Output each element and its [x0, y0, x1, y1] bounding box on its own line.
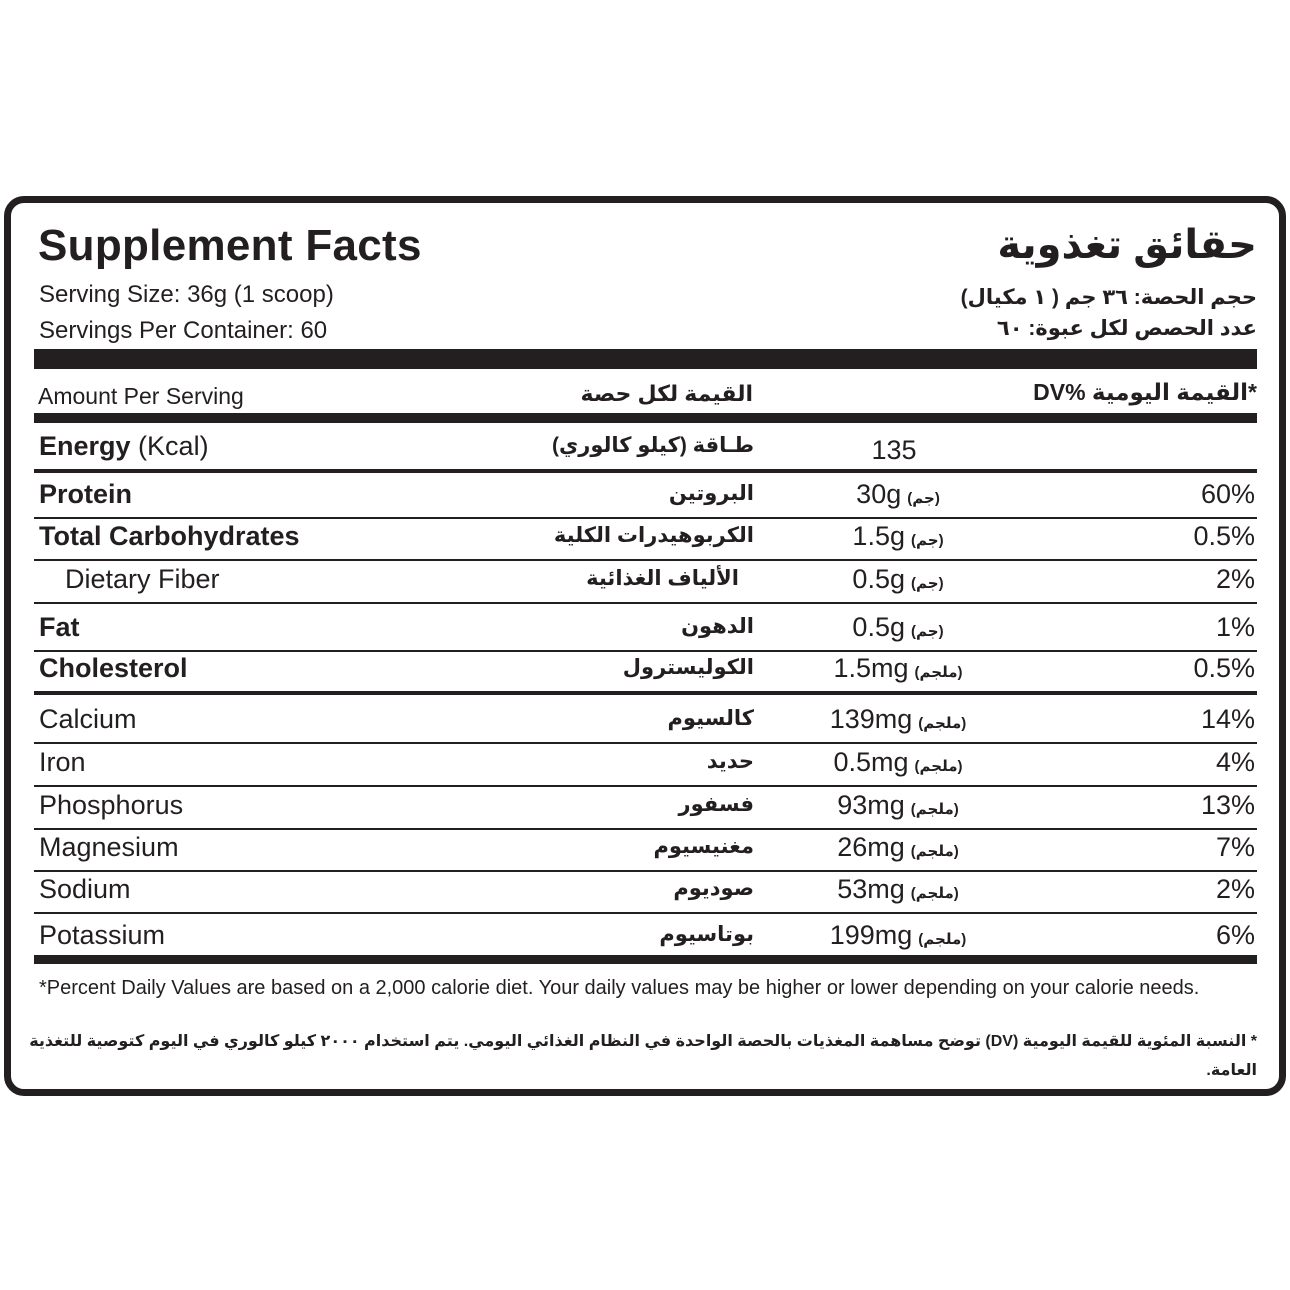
top-divider-bar: [34, 349, 1257, 369]
nutrient-row-cholesterol: [34, 652, 1257, 695]
nutrient-row-potassium: [34, 914, 1257, 964]
nutrient-amount: 1.5g (جم): [852, 521, 944, 551]
nutrient-label-arabic: مغنيسيوم: [653, 835, 754, 858]
nutrient-label: Energy (Kcal): [39, 431, 209, 461]
nutrient-label-arabic: الدهون: [681, 615, 754, 638]
header-divider-bar: [34, 413, 1257, 423]
nutrient-row-total-carbohydrates: [34, 519, 1257, 561]
nutrient-label: Dietary Fiber: [65, 564, 220, 594]
nutrient-label: Protein: [39, 479, 133, 509]
nutrient-amount: 139mg (ملجم): [829, 704, 967, 734]
nutrient-amount: 0.5g (جم): [852, 564, 944, 594]
nutrient-amount: 0.5mg (ملجم): [833, 747, 963, 777]
nutrient-amount: 1.5mg (ملجم): [833, 653, 963, 683]
nutrient-label-arabic: كالسيوم: [667, 707, 754, 730]
nutrient-row-iron: [34, 744, 1257, 787]
nutrient-label-arabic: حديد: [706, 750, 754, 773]
unit-label: (ملجم): [910, 801, 959, 818]
nutrient-label-arabic: الألياف الغذائية: [586, 567, 739, 590]
daily-value-header: *القيمة اليومية %DV: [1033, 379, 1257, 405]
nutrient-amount: 26mg (ملجم): [837, 832, 959, 862]
amount-per-serving-header: Amount Per Serving: [38, 383, 244, 409]
unit-label: (ملجم): [918, 931, 967, 948]
nutrient-daily-value: 13%: [1200, 790, 1255, 820]
nutrient-label-arabic: الكربوهيدرات الكلية: [553, 524, 754, 547]
nutrient-label-arabic: طـاقة (كيلو كالوري): [552, 434, 754, 457]
nutrient-label-arabic: الكوليسترول: [622, 656, 754, 679]
unit-label: (ملجم): [910, 885, 959, 902]
footnote-arabic: * النسبة المئوية للقيمة اليومية (DV) توضح مساهمة المغذيات بالحصة الواحدة في النظام الغذائي اليومي. يتم استخدام ٢٠٠٠ كيلو كالوري في اليوم كتوصية للتغذية العامة.: [29, 1033, 1257, 1079]
nutrient-label: Fat: [39, 612, 80, 642]
nutrient-amount: 135: [871, 435, 917, 465]
nutrient-amount: 199mg (ملجم): [829, 920, 967, 950]
unit-label: (ملجم): [910, 843, 959, 860]
nutrient-label-arabic: فسفور: [678, 793, 754, 816]
nutrient-table: [34, 423, 1257, 964]
nutrient-daily-value: 0.5%: [1193, 653, 1255, 683]
nutrient-daily-value: 7%: [1215, 832, 1255, 862]
unit-label: (جم): [910, 575, 944, 592]
unit-label: (ملجم): [914, 664, 963, 681]
nutrient-label: Calcium: [39, 704, 137, 734]
nutrient-label: Phosphorus: [39, 790, 184, 820]
serving-size-english: Serving Size: 36g (1 scoop): [39, 281, 334, 308]
servings-per-container-arabic: عدد الحصص لكل عبوة: ٦٠: [996, 317, 1257, 340]
nutrient-label: Cholesterol: [39, 653, 188, 683]
nutrient-row-sodium: [34, 872, 1257, 914]
nutrient-label: Potassium: [39, 920, 166, 950]
nutrient-label: Total Carbohydrates: [39, 521, 300, 551]
nutrient-daily-value: 60%: [1200, 479, 1255, 509]
nutrient-amount: 0.5g (جم): [852, 612, 944, 642]
unit-label: (ملجم): [918, 715, 967, 732]
nutrient-label-arabic: البروتين: [668, 482, 754, 505]
nutrient-amount: 53mg (ملجم): [837, 874, 959, 904]
nutrient-label-arabic: صوديوم: [673, 877, 754, 900]
nutrient-row-protein: [34, 473, 1257, 519]
unit-label: (جم): [910, 623, 944, 640]
nutrient-daily-value: 14%: [1200, 704, 1255, 734]
nutrient-label-arabic: بوتاسيوم: [659, 923, 754, 946]
nutrient-amount: 93mg (ملجم): [837, 790, 959, 820]
nutrient-row-magnesium: [34, 830, 1257, 872]
nutrient-daily-value: 2%: [1215, 564, 1255, 594]
footnote-english: *Percent Daily Values are based on a 2,000 calorie diet. Your daily values may be higher or lower depending on your calorie needs.: [39, 977, 1200, 999]
nutrient-row-energy: [34, 423, 1257, 473]
nutrient-label: Magnesium: [39, 832, 179, 862]
supplement-facts-panel: [4, 196, 1286, 1096]
nutrient-daily-value: 4%: [1215, 747, 1255, 777]
nutrient-daily-value: 2%: [1215, 874, 1255, 904]
servings-per-container-english: Servings Per Container: 60: [39, 317, 328, 344]
nutrient-label: Sodium: [39, 874, 131, 904]
nutrient-label: Iron: [39, 747, 86, 777]
nutrient-amount: 30g (جم): [856, 479, 940, 509]
nutrient-daily-value: 1%: [1215, 612, 1255, 642]
unit-label: (جم): [910, 532, 944, 549]
value-per-serving-header-arabic: القيمة لكل حصة: [580, 381, 753, 406]
nutrient-row-dietary-fiber: [34, 561, 1257, 604]
unit-label: (جم): [907, 490, 940, 507]
unit-label: (ملجم): [914, 758, 963, 775]
title-arabic: حقائق تغذوية: [997, 223, 1257, 267]
nutrient-row-fat: [34, 604, 1257, 652]
title-english: Supplement Facts: [38, 221, 422, 270]
nutrient-daily-value: 6%: [1215, 920, 1255, 950]
nutrient-row-phosphorus: [34, 787, 1257, 830]
nutrient-daily-value: 0.5%: [1193, 521, 1255, 551]
serving-size-arabic: حجم الحصة: ٣٦ جم ( ١ مكيال): [960, 286, 1257, 309]
nutrient-row-calcium: [34, 695, 1257, 744]
